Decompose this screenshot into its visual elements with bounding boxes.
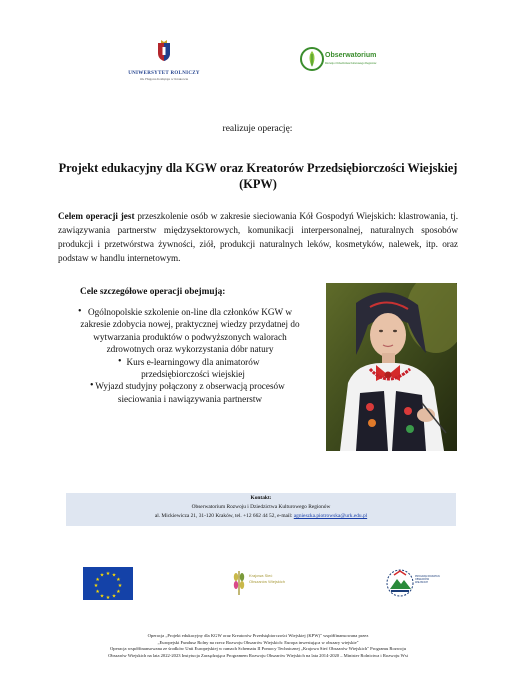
university-logo	[120, 40, 208, 82]
intro-text: realizuje operację:	[222, 124, 293, 134]
contact-label: Kontakt:	[250, 495, 272, 501]
list-item: • Ogólnopolskie szkolenie on-line dla członków KGW w zakresie zdobycia nowej, praktycznej wiedzy przydatnej do wytwarzania produktów o podwyższonych walorach zdrowotnych oraz wykorzystania dóbr natury	[78, 306, 300, 355]
prow-logo	[385, 567, 441, 599]
svg-text:★: ★	[93, 583, 99, 589]
bullet-icon: •	[90, 380, 94, 392]
svg-text:★: ★	[116, 577, 121, 583]
bullet-icon: •	[118, 355, 122, 367]
footer-line: Obszarów Wiejskich na lata 2022-2023 Instytucja Zarządzająca Programem Rozwoju Obszarów Wiejskich na lata 2014-2020 – Minister Rolnictwa i Rozwoju Wsi	[108, 653, 408, 659]
goal-lead: Celem operacji jest	[58, 211, 135, 221]
university-subtitle: im. Hugona Kołłątaja w Krakowie	[139, 77, 189, 81]
ksow-logo	[229, 566, 295, 598]
svg-text:★: ★	[99, 572, 105, 579]
svg-text:★: ★	[111, 593, 117, 600]
operation-goal	[58, 209, 458, 265]
list-item: • Wyjazd studyjny połączony z obserwacją procesów sieciowania i nawiązywania partnerstw	[90, 380, 285, 404]
wheat-icon	[229, 567, 249, 597]
eu-flag-logo	[83, 567, 133, 600]
svg-text:★: ★	[117, 583, 123, 589]
svg-text:★: ★	[95, 589, 100, 595]
svg-text:★: ★	[105, 595, 111, 600]
footer-line: „Europejski Fundusz Rolny na rzecz Rozwoju Obszarów Wiejskich: Europa inwestująca w obszary wiejskie"	[157, 639, 359, 645]
ksow-text: Krajowa Sieć Obszarów Wiejskich	[249, 573, 286, 584]
contact-address: al. Mickiewicza 21, 31-120 Kraków, tel. +12 662 44 52, e-mail: agnieszka.piotrowska@urk.edu.pl	[154, 513, 368, 519]
project-title: Projekt edukacyjny dla KGW oraz Kreatorów Przedsiębiorczości Wiejskiej (KPW)	[58, 161, 458, 191]
folk-girl-image	[326, 283, 457, 451]
contact-box	[66, 493, 456, 526]
observatory-subtitle: Rozwoju i Dziedzictwa Kulturowego Regionów	[325, 62, 377, 65]
contact-email-link[interactable]: agnieszka.piotrowska@urk.edu.pl	[293, 513, 368, 519]
footer-funding-note	[50, 633, 466, 660]
svg-text:★: ★	[95, 577, 100, 583]
footer-line: Operacja „Projekt edukacyjny dla KGW oraz Kreatorów Przedsiębiorczości Wiejskiej (KPW)" współfinansowana przez	[147, 633, 369, 638]
prow-emblem-icon	[385, 567, 415, 599]
observatory-leaf-icon	[300, 45, 324, 73]
university-crest-icon	[156, 40, 172, 62]
prow-text: PROGRAM ROZWOJU OBSZARÓW WIEJSKICH	[415, 575, 441, 585]
observatory-name: Obserwatorium	[325, 52, 377, 59]
bullet-icon: •	[78, 306, 82, 317]
svg-text:★: ★	[99, 593, 105, 600]
svg-text:★: ★	[111, 572, 117, 579]
folk-costume-photo	[326, 283, 457, 451]
specific-goals-list	[60, 306, 314, 405]
eu-stars-icon	[83, 567, 133, 600]
svg-text:★: ★	[105, 571, 111, 577]
observatory-logo	[298, 43, 380, 75]
list-item: • Kurs e-learningowy dla animatorów przedsiębiorczości wiejskiej	[118, 355, 260, 380]
specific-goals-heading: Cele szczegółowe operacji obejmują:	[80, 287, 226, 297]
contact-organization: Obserwatorium Rozwoju i Dziedzictwa Kulturowego Regionów	[191, 504, 331, 510]
svg-text:★: ★	[116, 589, 121, 595]
footer-line: Operacja współfinansowana ze środków Unii Europejskiej w ramach Schematu II Pomocy Technicznej „Krajowa Sieć Obszarów Wiejskich" Programu Rozwoju	[109, 646, 406, 652]
university-name: UNIWERSYTET ROLNICZY	[128, 71, 200, 76]
goal-text: przeszkolenie osób w zakresie sieciowania Kół Gospodyń Wiejskich: klastrowania, tj. zawiązywania partnerstw międzysektorowych, komunikacji interpersonalnej, naturalnych sposobów produkcji i przetwórstwa żywności, ziół, produkcji naturalnych leków, kosmetyków, nalewek, itp. oraz podstaw w handlu internetowym.	[58, 211, 458, 263]
